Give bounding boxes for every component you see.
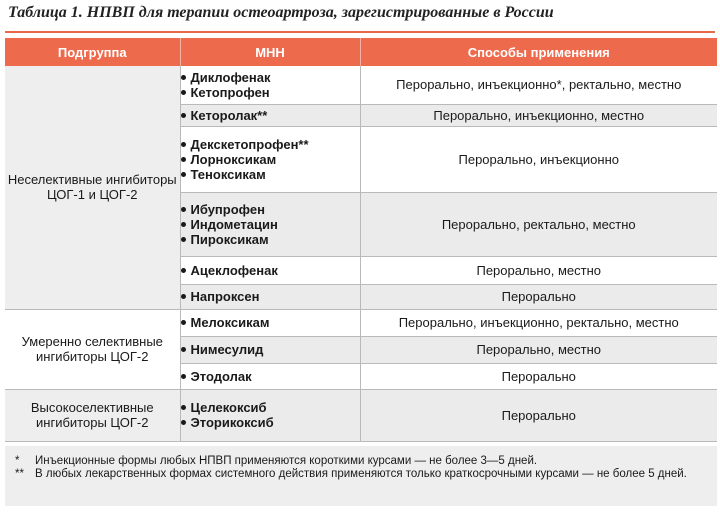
drug-name: Индометацин [181, 217, 360, 232]
routes-cell: Перорально, инъекционно*, ректально, местно [360, 66, 717, 104]
drug-name: Этодолак [181, 369, 360, 384]
header-routes: Способы применения [360, 38, 717, 66]
inn-cell [180, 104, 360, 126]
routes-cell: Перорально [360, 363, 717, 389]
drug-name: Мелоксикам [181, 315, 360, 330]
drug-name: Нимесулид [181, 342, 360, 357]
routes-cell: Перорально [360, 389, 717, 441]
inn-cell [180, 66, 360, 104]
footnote [15, 468, 687, 481]
drug-name: Теноксикам [181, 167, 360, 182]
routes-cell: Перорально, инъекционно [360, 126, 717, 192]
drug-name: Декскетопрофен** [181, 137, 360, 152]
drug-name: Кеторолак** [181, 108, 360, 123]
nsaid-table [5, 38, 717, 442]
subgroup-cell: Неселективные ингибиторы ЦОГ-1 и ЦОГ-2 [5, 66, 180, 309]
drug-name: Целекоксиб [181, 400, 360, 415]
subgroup-cell: Умеренно селективные ингибиторы ЦОГ-2 [5, 309, 180, 389]
table-title: Таблица 1. НПВП для терапии остеоартроза, зарегистрированные в России [8, 4, 554, 21]
drug-name: Диклофенак [181, 70, 360, 85]
routes-cell: Перорально, местно [360, 336, 717, 363]
table-row [5, 309, 717, 336]
routes-cell: Перорально, ректально, местно [360, 192, 717, 256]
drug-name: Лорноксикам [181, 152, 360, 167]
subgroup-cell: Высокоселективные ингибиторы ЦОГ-2 [5, 389, 180, 441]
drug-name: Эторикоксиб [181, 415, 360, 430]
drug-name: Кетопрофен [181, 85, 360, 100]
footnote [15, 455, 538, 468]
title-divider [5, 31, 715, 33]
routes-cell: Перорально, инъекционно, местно [360, 104, 717, 126]
drug-name: Ацеклофенак [181, 263, 360, 278]
footnote-mark: * [15, 455, 20, 467]
inn-cell [180, 126, 360, 192]
routes-cell: Перорально, местно [360, 256, 717, 284]
inn-cell [180, 363, 360, 389]
routes-cell: Перорально, инъекционно, ректально, местно [360, 309, 717, 336]
table-header-row [5, 38, 717, 66]
routes-cell: Перорально [360, 284, 717, 309]
inn-cell [180, 309, 360, 336]
inn-cell [180, 284, 360, 309]
inn-cell [180, 336, 360, 363]
table-row [5, 389, 717, 441]
footnote-mark: ** [15, 468, 24, 480]
inn-cell [180, 192, 360, 256]
inn-cell [180, 389, 360, 441]
footnote-text: В любых лекарственных формах системного действия применяются только краткосрочными курсами — не более 5 дней. [35, 468, 687, 480]
table-row [5, 66, 717, 104]
inn-cell [180, 256, 360, 284]
header-subgroup: Подгруппа [5, 38, 180, 66]
header-inn: МНН [180, 38, 360, 66]
drug-name: Напроксен [181, 289, 360, 304]
drug-name: Пироксикам [181, 232, 360, 247]
drug-name: Ибупрофен [181, 202, 360, 217]
footnotes [5, 446, 717, 506]
footnote-text: Инъекционные формы любых НПВП применяются короткими курсами — не более 3—5 дней. [35, 455, 538, 467]
